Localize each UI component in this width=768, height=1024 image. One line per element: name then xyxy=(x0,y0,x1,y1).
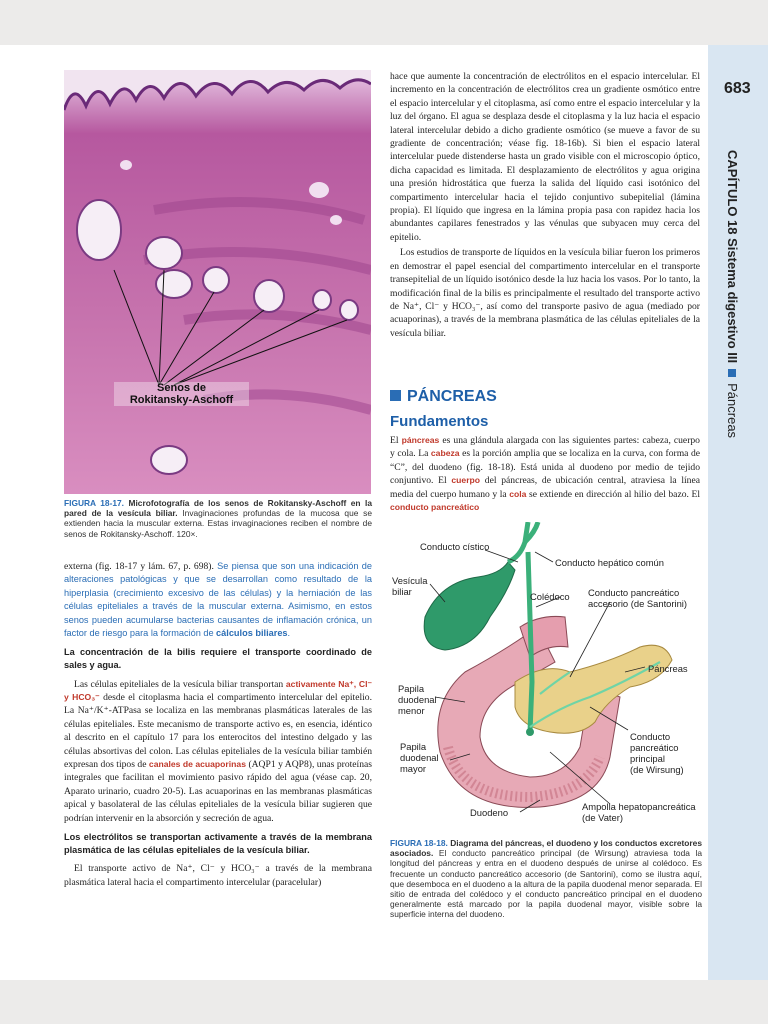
page-number: 683 xyxy=(724,80,751,97)
keyword: conducto pancreático xyxy=(390,502,480,513)
section-running-title: Páncreas xyxy=(725,383,740,439)
label-duodeno: Duodeno xyxy=(470,807,509,818)
square-icon xyxy=(728,369,736,377)
subsection-title: Fundamentos xyxy=(390,413,489,430)
keyword: cabeza xyxy=(430,448,460,459)
micrograph-label: Senos de Rokitansky-Aschoff xyxy=(114,382,249,406)
label-papila-menor: Papila duodenal menor xyxy=(398,683,437,716)
label-ampolla: Ampolla hepatopancreática (de Vater) xyxy=(582,801,696,823)
chapter-running-head xyxy=(720,150,760,620)
figure-label: FIGURA 18-17. xyxy=(64,498,125,508)
paragraph-heading: La concentración de la bilis requiere el transporte coordinado de sales y agua. xyxy=(64,647,372,671)
highlighted-text: Se piensa que son una indicación de alteraciones patológicas y que se desarrollan como resultado de la hiperplasia (crecimiento excesivo de las células) y la herniación de las células epiteliales a través de la muscular externa. Asimismo, en estos senos pueden acumularse bacterias causantes de inflamación crónica, un factor de riesgo para la formación de xyxy=(64,561,372,639)
label-hepatico: Conducto hepático común xyxy=(555,557,664,568)
label-papila-mayor: Papila duodenal mayor xyxy=(400,741,439,774)
micrograph-rokitansky xyxy=(64,70,371,494)
keyword: cuerpo xyxy=(451,475,481,486)
caption-text: El conducto pancreático principal (de Wirsung) atraviesa toda la longitud del páncreas y entra en el duodeno después de unirse al colédoco. Es frecuente un conducto pancreático accesorio (de Santorini), como se ilustra aquí, que desemboca en el duodeno a la altura de la papila duodenal menor separada. El sitio de entrada del colédoco y el conducto pancreático principal en el duodeno generalmente está marcado por la papila duodenal mayor, visible sobre la superficie interna del duodeno. xyxy=(390,848,703,920)
label-principal: Conducto pancreático principal (de Wirsung) xyxy=(630,731,684,775)
paragraph-text: externa (fig. 18-17 y lám. 67, p. 698). xyxy=(64,561,214,572)
caption-text: Invaginaciones profundas de la mucosa que se extienden hacia la muscular externa. Estas invaginaciones reciben el nombre de senos de Rokitansky-Aschoff. 120×. xyxy=(64,508,373,539)
paragraph-heading: Los electrólitos se transportan activamente a través de la membrana plasmática de las células epiteliales de la vesícula biliar. xyxy=(64,832,372,855)
paragraph-text: Las células epiteliales de la vesícula biliar transportan xyxy=(74,678,284,690)
label-accesorio: Conducto pancreático accesorio (de Santorini) xyxy=(588,587,688,609)
label-vesicula: Vesícula biliar xyxy=(392,575,428,597)
label-cistico: Conducto cístico xyxy=(420,541,490,552)
paragraph-text: (AQP1 y AQP8), unas proteínas integrales que facilitan el movimiento pasivo rápido del agua (véase cap. 20, Aparato urinario, cuadro 20-5). Las acuaporinas en las membranas plasmáticas apical y basolateral de las células epiteliales de la vesícula biliar sugieren que podrían intervenir en la absorción y secreción de agua. xyxy=(64,759,372,824)
right-column-pancreas: El páncreas es una glándula alargada con las siguientes partes: cabeza, cuerpo y cola. La cabeza es la porción amplia que se localiza en la curva, con forma de “C”, del duodeno (fig. 18-18). Está unida al duodeno por medio de tejido conjuntivo. El cuerpo del páncreas, de ubicación central, atraviesa la línea media del cuerpo humano y la cola se extiende en dirección al hilio del bazo. El conducto pancreático xyxy=(390,435,701,513)
square-icon xyxy=(390,390,401,401)
section-title: PÁNCREAS xyxy=(390,388,497,406)
keyword: cola xyxy=(509,488,527,499)
figure-18-18-caption xyxy=(390,838,702,920)
caption-bold: Microfotografía de los senos de Rokitansky-Aschoff en la pared de la vesícula biliar. xyxy=(64,498,373,519)
paragraph-text: hace que aumente la concentración de electrólitos en el espacio intercelular. El incremento en la concentración de electrólitos crea un gradiente osmótico entre el espacio intercelular y el citoplasma, así como entre el espacio intercelular y la luz del órgano. El agua se desplaza desde el citoplasma y la luz hacia el espacio lateral intercelular debido a dicho gradiente osmótico (se mueve a favor de su gradiente de concentración; véase fig. 18-16b). Si bien el espacio lateral intercelular puede distenderse hasta un grado visible con el microscopio óptico, dicha capacidad es limitada. El desplazamiento de electrólitos y agua origina una presión hidrostática que fuerza la salida del líquido casi isotónico del compartimento intercelular hacia el tejido conjuntivo subepitelial (lámina propia). El líquido que ingresa en la lámina propia pasa con rapidez hacia los abundantes capilares fenestrados y las vénulas que subyacen muy cerca del epitelio. xyxy=(390,71,700,243)
label-pancreas: Páncreas xyxy=(648,663,688,674)
keyword: activamente Na⁺, Cl⁻ y HCO₃⁻ xyxy=(64,678,373,703)
paragraph-text: Los estudios de transporte de líquidos en la vesícula biliar fueron los primeros en demostrar el papel esencial del compartimento intercelular en el transporte transepitelial de un líquido isotónico desde la luz hacia los vasos. Por lo tanto, la modificación final de la bilis es principalmente el resultado del transporte activo de Na⁺, Cl⁻ y HCO₃⁻, así como del transporte pasivo de agua (mediado por acuaporinas), a través de la membrana plasmática de las células epiteliales de la vesícula biliar. xyxy=(390,247,701,339)
left-column: externa (fig. 18-17 y lám. 67, p. 698). Se piensa que son una indicación de alteraciones patológicas y que se desarrollan como resultado de la hiperplasia (crecimiento excesivo de las células) y la herniación de las células epiteliales a través de la muscular externa. Asimismo, en estos senos pueden acumularse bacterias causantes de inflamación crónica, un factor de riesgo para la formación de cálculos biliares. La concentración de la bilis requiere el transporte coordinado de sales y agua. Las células epiteliales de la vesícula biliar transportan activamente Na⁺, Cl⁻ y HCO₃⁻ desde el citoplasma hacia el compartimento intercelular del epitelio. La Na⁺/K⁺-ATPasa se localiza en las membranas plasmáticas laterales de las células epiteliales. Este mecanismo de transporte activo es, en esencia, idéntico al descrito en el capítulo 17 para los enterocitos del intestino delgado y las células absortivas del colon. Las células epiteliales de la vesícula biliar también expresan dos tipos de canales de acuaporinas (AQP1 y AQP8), unas proteínas integrales que facilitan el movimiento pasivo rápido del agua (véase cap. 20, Aparato urinario, cuadro 20-5). Las acuaporinas en las membranas plasmáticas apical y basolateral de las células epiteliales de la vesícula biliar sugieren que podrían intervenir en la absorción y secreción de agua. Los electrólitos se transportan activamente a través de la membrana plasmática de las células epiteliales de la vesícula biliar. El transporte activo de Na⁺, Cl⁻ y HCO₃⁻ a través de la membrana plasmática lateral hacia el compartimento intercelular (paracelular) xyxy=(64,561,373,888)
keyword: cálculos biliares xyxy=(216,628,288,639)
label-coledoco: Colédoco xyxy=(530,591,570,602)
paragraph-text: El transporte activo de Na⁺, Cl⁻ y HCO₃⁻ a través de la membrana plasmática lateral hacia el compartimento intercelular (paracelular) xyxy=(64,863,372,888)
right-column-top xyxy=(390,70,700,342)
figure-18-17-caption xyxy=(64,498,372,539)
paragraph-text: desde el citoplasma hacia el compartimento intercelular del epitelio. La Na⁺/K⁺-ATPasa se localiza en las membranas plasmáticas laterales de las células epiteliales. Este mecanismo de transporte activo es, en esencia, idéntico al descrito en el capítulo 17 para los enterocitos del intestino delgado y las células absortivas del colon. Las células epiteliales de la vesícula biliar también expresan dos tipos de xyxy=(64,692,373,771)
keyword: canales de acuaporinas xyxy=(148,759,246,770)
keyword: páncreas xyxy=(401,435,440,445)
figure-label: FIGURA 18-18. xyxy=(390,838,448,848)
caption-bold: Diagrama del páncreas, el duodeno y los conductos excretores asociados. xyxy=(390,838,703,859)
chapter-title: CAPÍTULO 18 Sistema digestivo III xyxy=(725,150,740,364)
pancreas-diagram xyxy=(390,522,715,832)
